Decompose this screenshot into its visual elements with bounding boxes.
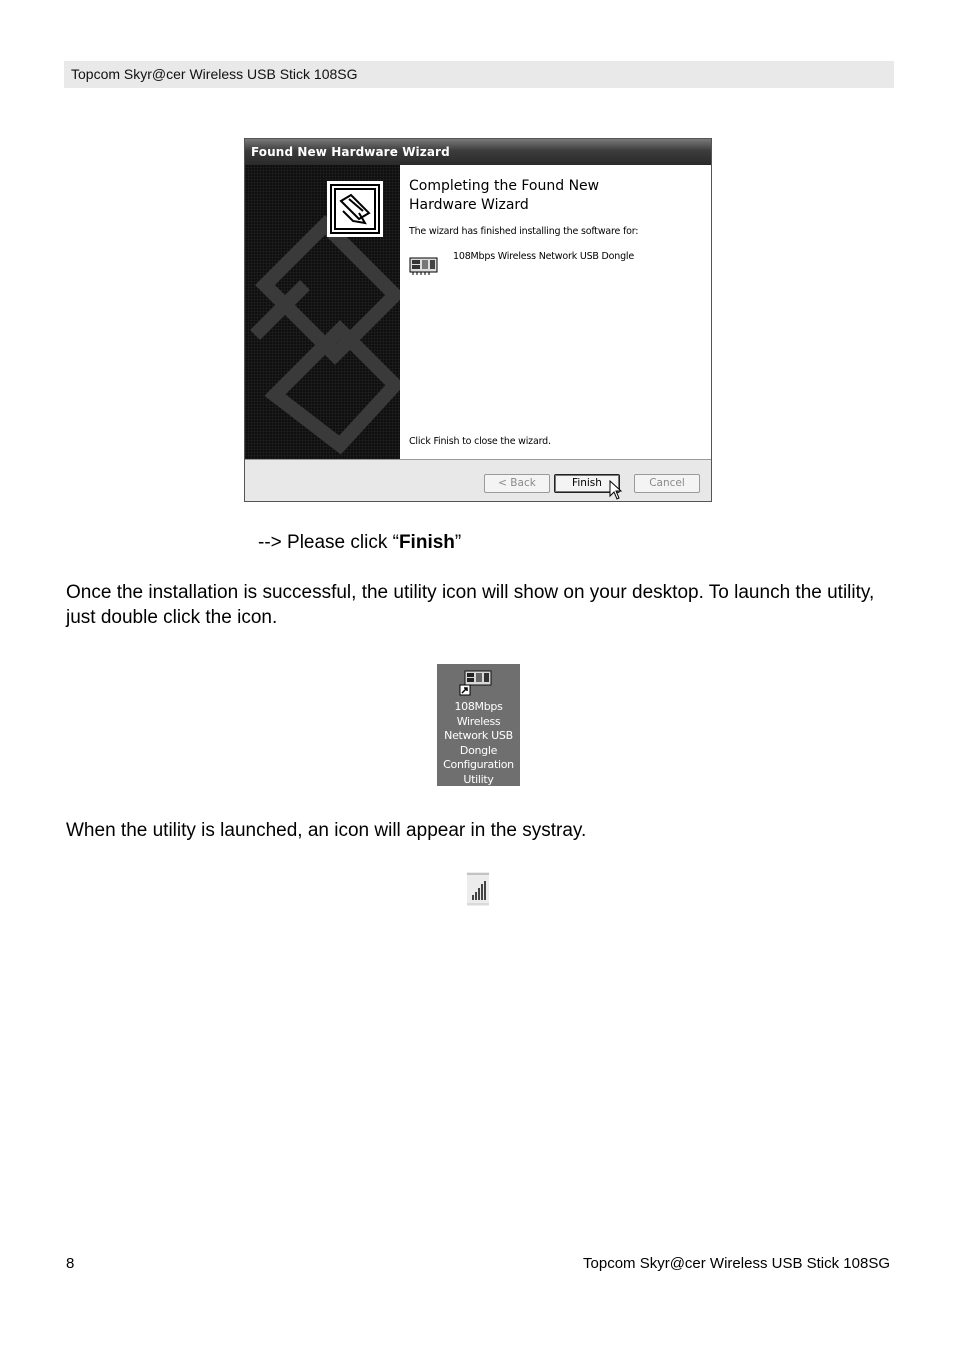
wizard-device-name: 108Mbps Wireless Network USB Dongle <box>453 251 634 262</box>
back-button[interactable]: < Back <box>484 474 550 493</box>
instruction-prefix: --> Please click “ <box>258 532 399 553</box>
hardware-wizard-icon <box>327 181 383 237</box>
paragraph-systray: When the utility is launched, an icon will appear in the systray. <box>66 820 587 841</box>
mouse-cursor-icon <box>609 480 623 500</box>
cancel-button[interactable]: Cancel <box>634 474 700 493</box>
desktop-icon-label-line: Utility <box>463 772 494 786</box>
instruction-suffix: ” <box>454 532 462 553</box>
page-header <box>64 61 894 88</box>
wizard-heading: Completing the Found New Hardware Wizard <box>409 178 600 213</box>
desktop-utility-shortcut[interactable] <box>437 664 520 786</box>
paragraph-launch: Once the installation is successful, the utility icon will show on your desktop. To launch the utility, just double click the icon. <box>66 582 875 628</box>
instruction-text <box>258 530 461 555</box>
wizard-close-hint: Click Finish to close the wizard. <box>409 436 551 447</box>
wizard-button-bar <box>245 459 711 502</box>
network-adapter-shortcut-icon <box>459 668 495 698</box>
wizard-content <box>400 165 712 459</box>
desktop-icon-label-line: Configuration <box>443 758 514 771</box>
wizard-window-title: Found New Hardware Wizard <box>251 145 450 159</box>
footer-page-number: 8 <box>66 1255 75 1272</box>
found-new-hardware-wizard-screenshot <box>244 138 712 502</box>
network-adapter-icon <box>409 255 439 277</box>
wizard-finished-text: The wizard has finished installing the software for: <box>409 226 639 237</box>
header-title: Topcom Skyr@cer Wireless USB Stick 108SG <box>71 66 358 82</box>
instruction-emphasis: Finish <box>398 532 455 553</box>
desktop-icon-label-line: 108Mbps <box>454 700 503 713</box>
footer-title: Topcom Skyr@cer Wireless USB Stick 108SG <box>583 1255 890 1272</box>
wizard-side-banner <box>245 165 400 459</box>
desktop-icon-label-line: Network USB <box>444 729 513 742</box>
desktop-icon-label-line: Dongle <box>459 743 498 757</box>
signal-strength-tray-icon[interactable] <box>467 872 489 906</box>
wizard-titlebar <box>245 139 711 165</box>
desktop-icon-label-line: Wireless <box>456 714 501 728</box>
finish-button[interactable]: Finish <box>554 474 620 493</box>
desktop-icon-label <box>439 700 518 786</box>
